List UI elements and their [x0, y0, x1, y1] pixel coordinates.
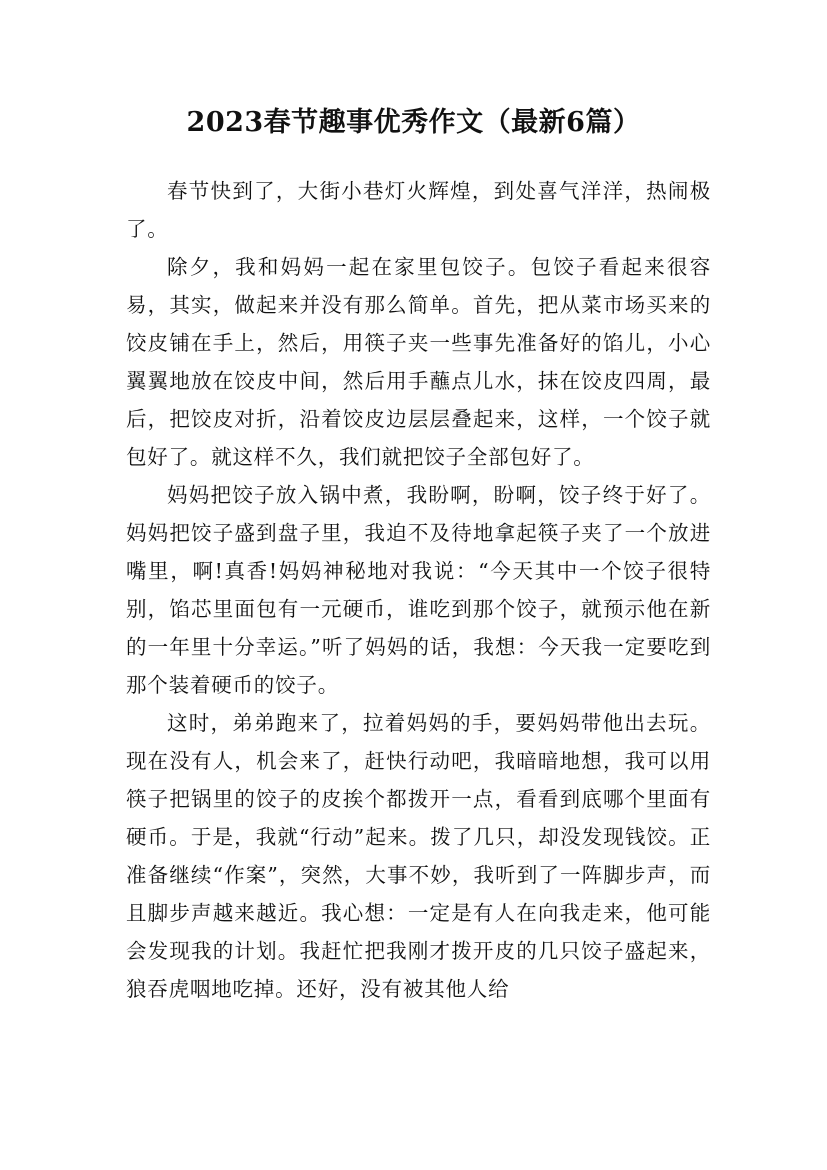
- paragraph-2: 除夕，我和妈妈一起在家里包饺子。包饺子看起来很容易，其实，做起来并没有那么简单。首先，把从菜市场买来的饺皮铺在手上，然后，用筷子夹一些事先准备好的馅儿，小心翼翼地放在饺皮中间，然后用手蘸点儿水，抹在饺皮四周，最后，把饺皮对折，沿着饺皮边层层叠起来，这样，一个饺子就包好了。就这样不久，我们就把饺子全部包好了。: [126, 255, 711, 469]
- document-title: 2023春节趣事优秀作文（最新6篇）: [186, 107, 641, 138]
- paragraph-1: 春节快到了，大街小巷灯火辉煌，到处喜气洋洋，热闹极了。: [126, 179, 711, 241]
- paragraph-3: 妈妈把饺子放入锅中煮，我盼啊，盼啊，饺子终于好了。妈妈把饺子盛到盘子里，我迫不及待地拿起筷子夹了一个放进嘴里，啊!真香!妈妈神秘地对我说：“今天其中一个饺子很特别，馅芯里面包有一元硬币，谁吃到那个饺子，就预示他在新的一年里十分幸运。”听了妈妈的话，我想：今天我一定要吃到那个装着硬币的饺子。: [126, 483, 711, 697]
- paragraph-4: 这时，弟弟跑来了，拉着妈妈的手，要妈妈带他出去玩。现在没有人，机会来了，赶快行动吧，我暗暗地想，我可以用筷子把锅里的饺子的皮挨个都拨开一点，看看到底哪个里面有硬币。于是，我就“行动”起来。拨了几只，却没发现钱饺。正准备继续“作案”，突然，大事不妙，我听到了一阵脚步声，而且脚步声越来越近。我心想：一定是有人在向我走来，他可能会发现我的计划。我赶忙把我刚才拨开皮的几只饺子盛起来，狼吞虎咽地吃掉。还好，没有被其他人给: [126, 711, 711, 1001]
- document-body: [126, 172, 711, 1008]
